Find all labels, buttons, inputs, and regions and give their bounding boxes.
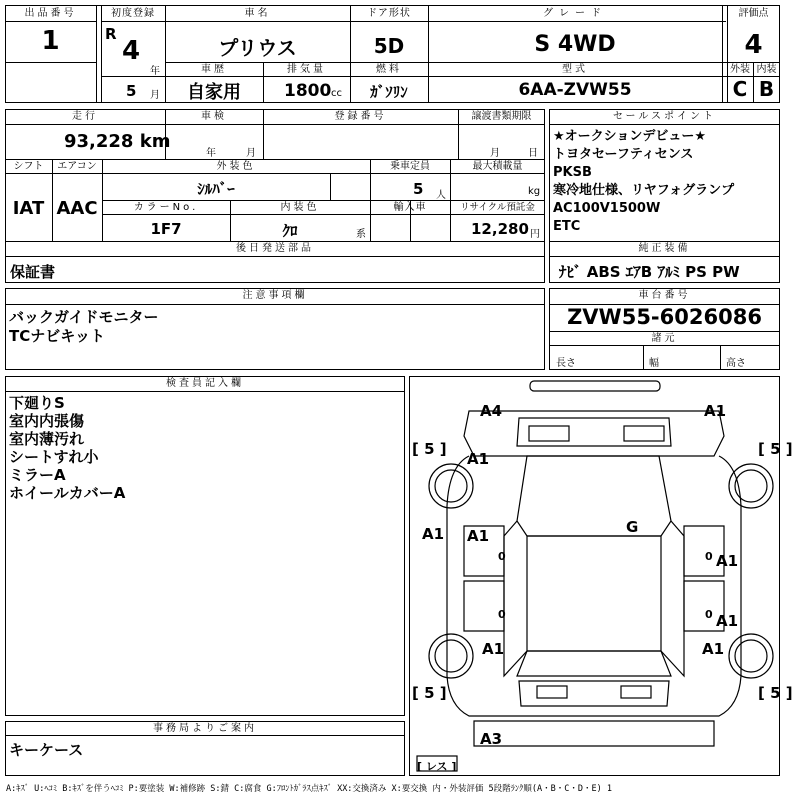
mark-zero-b: 0 <box>498 608 506 621</box>
score-label: 評価点 <box>738 8 769 19</box>
sales-lines <box>553 128 777 236</box>
ac: AAC <box>56 198 98 219</box>
spare-tire: [ レス ] <box>417 760 457 773</box>
mark-zero-c: 0 <box>705 550 713 563</box>
reg-year-unit: 年 <box>150 66 160 77</box>
inspector-lines <box>9 394 125 502</box>
mark-zero-d: 0 <box>705 608 713 621</box>
mileage: 93,228 km <box>64 131 171 152</box>
reg-month: 5 <box>126 82 137 100</box>
later-parts: 保証書 <box>10 263 56 281</box>
transfer-day-unit: 日 <box>528 148 538 159</box>
displacement-unit: cc <box>331 88 342 99</box>
notes-label: 注意事項欄 <box>242 290 308 301</box>
recycle-label: リサイクル預託金 <box>460 202 535 213</box>
mark-rear-door-right: A1 <box>716 612 739 630</box>
model: 6AA-ZVW55 <box>518 80 632 100</box>
later-label: 後日発送部品 <box>236 243 314 254</box>
car-outline-diagram <box>409 376 780 776</box>
chassis-number: ZVW55-6026086 <box>567 305 762 329</box>
tread-front-left: [ 5 ] <box>412 440 447 458</box>
inspection-month-unit: 月 <box>246 148 256 159</box>
recycle-unit: 円 <box>530 229 540 240</box>
reg-month-unit: 月 <box>150 90 160 101</box>
inspector-note-line: ミラーA <box>9 466 66 484</box>
grade: S 4WD <box>534 32 616 57</box>
interior-label: 内装 <box>756 64 777 75</box>
grade-label: グレード <box>543 8 607 19</box>
history-label: 車歴 <box>201 64 227 75</box>
shift: IAT <box>12 198 45 219</box>
import-label: 輸入車 <box>393 202 427 213</box>
length-label: 長さ <box>556 358 576 369</box>
reg-year: 4 <box>122 36 141 66</box>
fuel: ｶﾞｿﾘﾝ <box>370 83 408 101</box>
lot-label: 出品番号 <box>24 8 77 19</box>
exterior-grade: C <box>732 77 748 101</box>
mark-zero-a: 0 <box>498 550 506 563</box>
inspector-label: 検査員記入欄 <box>166 378 244 389</box>
color-label: 外装色 <box>216 161 256 172</box>
displacement-label: 排気量 <box>287 64 326 75</box>
inspection-label: 車検 <box>201 111 227 122</box>
note-line: TCナビキット <box>9 327 105 345</box>
score: 4 <box>744 30 763 60</box>
inspector-note-line: 下廻りS <box>9 394 65 412</box>
chassis-label: 車台番号 <box>638 290 691 301</box>
ac-label: エアコン <box>57 161 97 172</box>
capacity-label: 乗車定員 <box>390 161 430 172</box>
notes-lines <box>9 308 159 346</box>
door-label: ドア形状 <box>367 8 411 19</box>
history: 自家用 <box>187 82 241 103</box>
inspection-year-unit: 年 <box>206 148 216 159</box>
inspector-note-line: ホイールカバーA <box>9 484 126 502</box>
tread-rear-left: [ 5 ] <box>412 684 447 702</box>
sales-point-line: ETC <box>553 219 581 234</box>
fuel-label: 燃料 <box>376 64 402 75</box>
displacement: 1800 <box>284 81 332 101</box>
car-name: プリウス <box>218 36 297 60</box>
mark-roof-glass: G <box>626 518 639 536</box>
car-name-label: 車名 <box>244 8 271 19</box>
spec-label: 諸元 <box>651 333 678 344</box>
max-load-label: 最大積載量 <box>472 161 523 172</box>
interior-grade: B <box>758 77 775 101</box>
mark-rear-quarter-right: A1 <box>702 640 725 658</box>
tread-front-right: [ 5 ] <box>758 440 793 458</box>
mark-left-side: A1 <box>422 525 445 543</box>
mark-rear: A3 <box>480 730 503 748</box>
equip: ﾅﾋﾞ ABS ｴｱB ｱﾙﾐ PS PW <box>559 263 740 281</box>
mark-front-right: A1 <box>704 402 727 420</box>
color-no: 1F7 <box>150 220 182 238</box>
height-label: 高さ <box>726 358 746 369</box>
lot-number: 1 <box>41 26 60 56</box>
era: R <box>105 25 117 43</box>
sales-point-line: 寒冷地仕様、リヤフォグランプ <box>553 183 735 198</box>
inspector-note-line: 室内内張傷 <box>9 412 85 430</box>
note-line: バックガイドモニター <box>9 308 159 326</box>
door: 5D <box>373 34 405 58</box>
int-color-unit: 系 <box>356 229 366 240</box>
int-color: ｸﾛ <box>282 222 298 240</box>
transfer-label: 譲渡書類期限 <box>471 111 532 122</box>
mark-fender-left: A1 <box>467 450 490 468</box>
capacity: 5 <box>413 180 424 198</box>
mark-rear-quarter-left: A1 <box>482 640 505 658</box>
recycle: 12,280 <box>471 220 529 238</box>
sales-label: セールスポイント <box>612 111 717 122</box>
max-load-unit: kg <box>528 186 541 197</box>
mileage-label: 走行 <box>72 111 98 122</box>
mark-front-left: A4 <box>480 402 503 420</box>
exterior-label: 外装 <box>730 64 750 75</box>
sales-point-line: PKSB <box>553 165 592 180</box>
int-color-label: 内装色 <box>280 202 320 213</box>
reg-no-label: 登録番号 <box>334 111 387 122</box>
sales-point-line: ★オークションデビュー★ <box>553 129 707 144</box>
transfer-month-unit: 月 <box>490 148 500 159</box>
sales-point-line: トヨタセーフティセンス <box>553 147 694 162</box>
mark-door-right: A1 <box>716 552 739 570</box>
inspector-note-line: 室内薄汚れ <box>9 430 85 448</box>
tread-rear-right: [ 5 ] <box>758 684 793 702</box>
office-label: 事務局よりご案内 <box>153 723 257 734</box>
mark-door-left: A1 <box>467 527 490 545</box>
equip-label: 純正装備 <box>638 243 691 254</box>
capacity-unit: 人 <box>436 190 446 201</box>
office-text: キーケース <box>9 741 84 759</box>
width-label: 幅 <box>649 358 659 369</box>
color-no-label: カラーNo. <box>133 202 199 213</box>
model-label: 型式 <box>562 64 588 75</box>
sales-point-line: AC100V1500W <box>553 201 661 216</box>
inspector-note-line: シートすれ小 <box>9 448 99 466</box>
shift-label: シフト <box>13 161 44 172</box>
first-reg-label: 初度登録 <box>111 8 155 19</box>
color: ｼﾙﾊﾞｰ <box>197 180 235 198</box>
legend: A:ｷｽﾞ U:ﾍｺﾐ B:ｷｽﾞを伴うﾍｺﾐ P:要塗装 W:補修跡 S:錆 C:腐食 G:ﾌﾛﾝﾄｶﾞﾗｽ点ｷｽﾞ XX:交換済み X:要交換 内・外装評価 5段階ﾗﾝｸ順(A・B・C・D・E) 1 <box>6 784 612 794</box>
